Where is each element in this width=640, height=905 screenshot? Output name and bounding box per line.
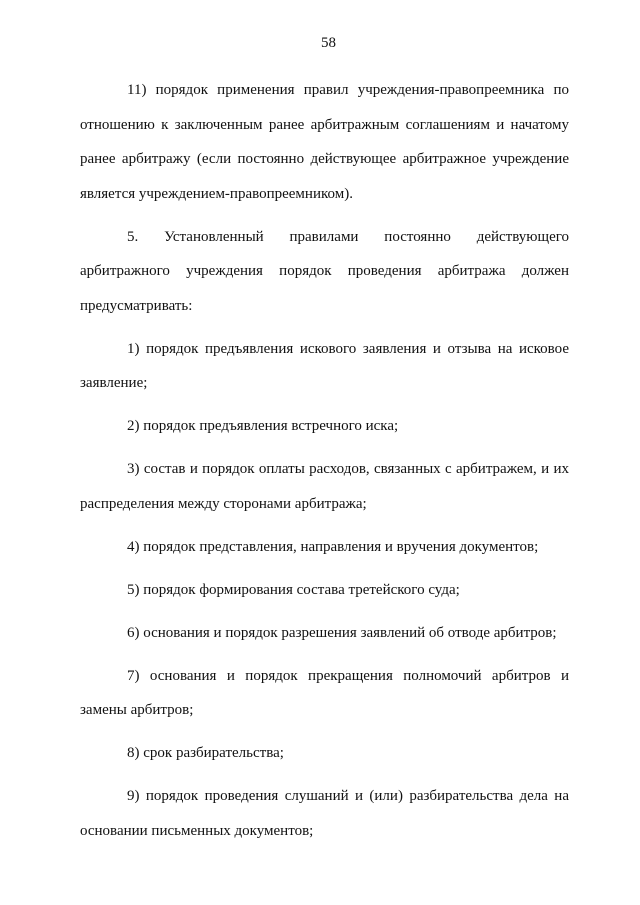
paragraph-item-7: 7) основания и порядок прекращения полномочий арбитров и замены арбитров; [80, 667, 569, 718]
paragraph-item-5: 5) порядок формирования состава третейского суда; [127, 581, 460, 598]
paragraph-item-3: 3) состав и порядок оплаты расходов, связанных с арбитражем, и их распределения между сторонами арбитража; [80, 461, 569, 512]
paragraph-item-9: 9) порядок проведения слушаний и (или) разбирательства дела на основании письменных документов; [80, 788, 569, 839]
paragraph-item-6: 6) основания и порядок разрешения заявлений об отводе арбитров; [127, 624, 557, 641]
page-number: 58 [321, 35, 336, 51]
paragraph-item-4: 4) порядок представления, направления и вручения документов; [127, 538, 539, 555]
paragraph-item-1: 1) порядок предъявления искового заявления и отзыва на исковое заявление; [80, 340, 569, 391]
paragraph-item-2: 2) порядок предъявления встречного иска; [127, 418, 399, 434]
paragraph-item-8: 8) срок разбирательства; [127, 745, 284, 761]
paragraph-section-5: 5. Установленный правилами постоянно действующего арбитражного учреждения порядок проведения арбитража должен предусматривать: [80, 228, 569, 314]
paragraph-item-11: 11) порядок применения правил учреждения-правопреемника по отношению к заключенным ранее арбитражным соглашениям и начатому ранее арбитражу (если постоянно действующее арбитражное учреждение является учреждением-правопреемником). [80, 82, 569, 202]
